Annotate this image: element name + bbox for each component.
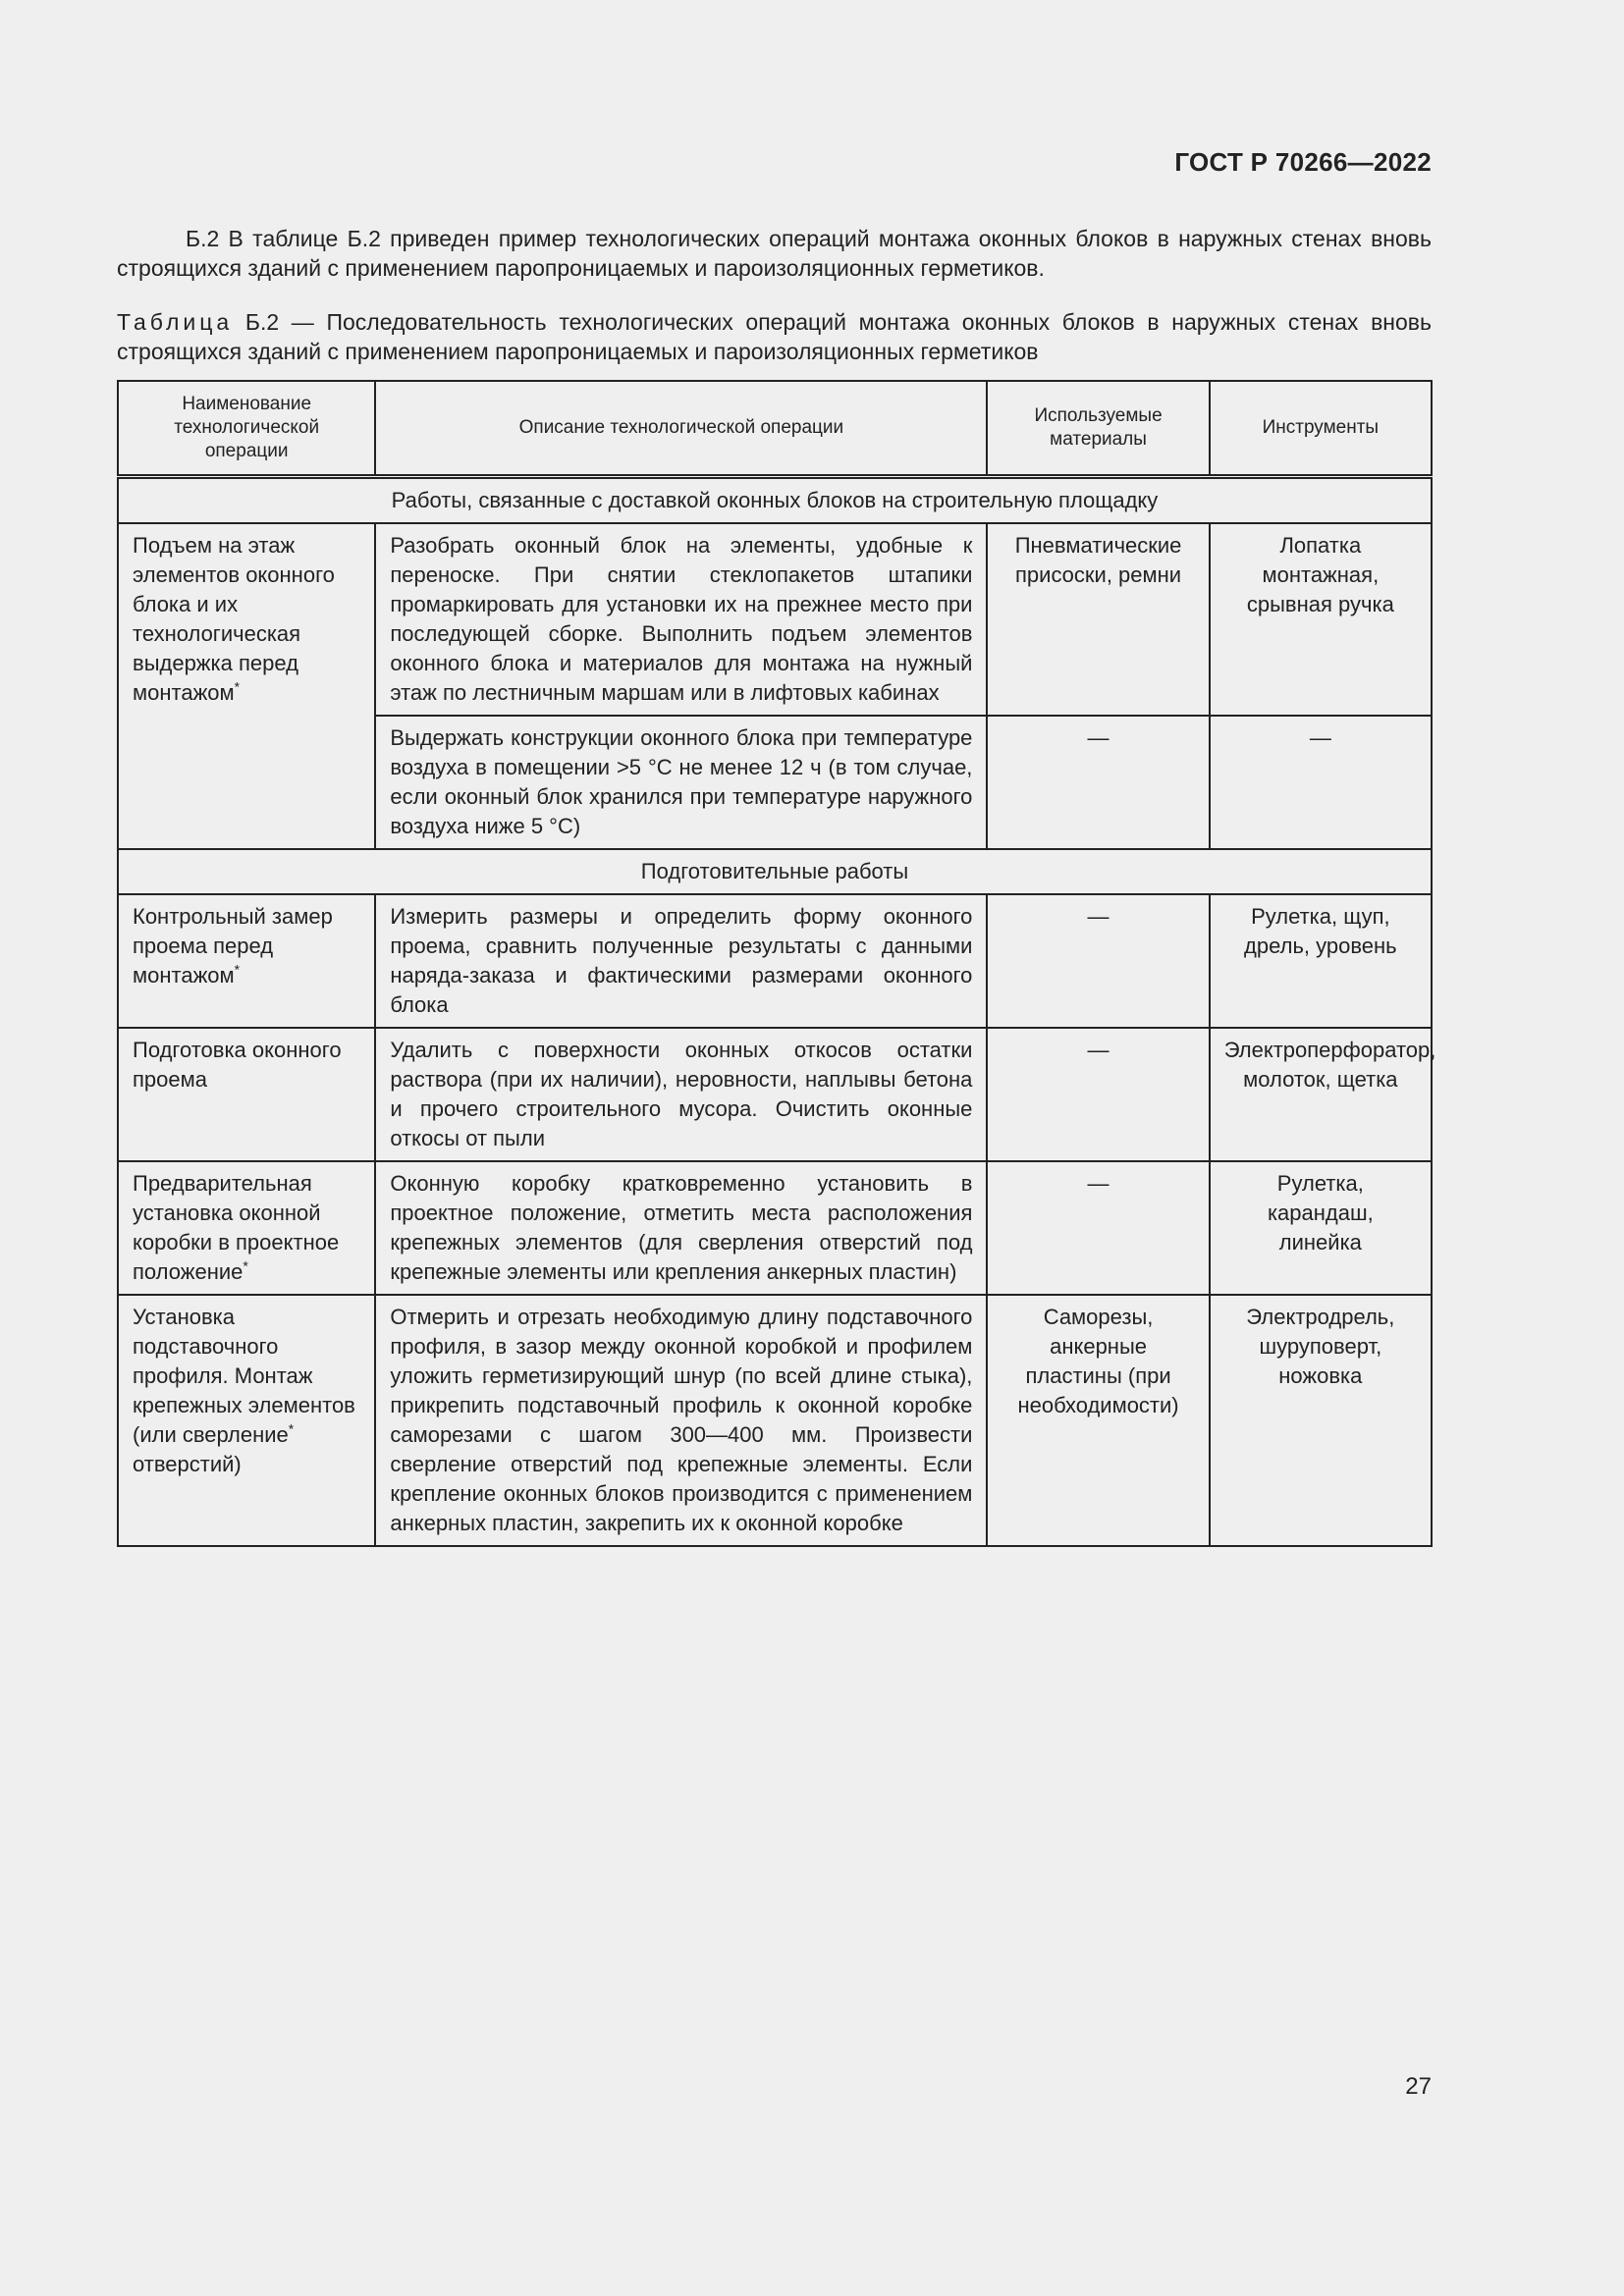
cell-operation-name <box>118 523 375 849</box>
cell-description: Измерить размеры и определить форму оконного проема, сравнить полученные результаты с данными наряда-заказа и фактическими размерами оконного блока <box>375 894 987 1028</box>
footnote-marker: * <box>243 1257 248 1274</box>
cell-description: Оконную коробку кратковременно установить в проектное положение, отметить места расположения крепежных элементов (для сверления отверстий под крепежные элементы или крепления анкерных пластин) <box>375 1161 987 1295</box>
footnote-marker: * <box>234 961 241 978</box>
profile-name-part2: отверстий) <box>133 1452 242 1476</box>
measure-name: Контрольный замер проема перед монтажом <box>133 904 333 988</box>
cell-materials: — <box>987 1161 1209 1295</box>
cell-materials: — <box>987 716 1209 849</box>
section-preparation: Подготовительные работы <box>118 849 1432 894</box>
table-caption-label: Таблица <box>117 309 234 335</box>
cell-operation-name: Подготовка оконного проема <box>118 1028 375 1161</box>
cell-tools: — <box>1210 716 1432 849</box>
table-row <box>118 523 1432 716</box>
table-row <box>118 1161 1432 1295</box>
cell-description: Удалить с поверхности оконных откосов остатки раствора (при их наличии), неровности, наплывы бетона и прочего строительного мусора. Очистить оконные откосы от пыли <box>375 1028 987 1161</box>
intro-paragraph: Б.2 В таблице Б.2 приведен пример технологических операций монтажа оконных блоков в наружных стенах вновь строящихся зданий с применением паропроницаемых и пароизоляционных герметиков. <box>117 226 1432 281</box>
header-materials: Используемые материалы <box>987 381 1209 477</box>
footnote-marker: * <box>234 678 241 695</box>
document-number-header: ГОСТ Р 70266—2022 <box>1174 147 1432 177</box>
cell-tools: Электроперфоратор, молоток, щетка <box>1210 1028 1432 1161</box>
cell-materials: — <box>987 894 1209 1028</box>
profile-name-part1: Установка подставочного профиля. Монтаж крепежных элементов (или сверление <box>133 1305 355 1447</box>
table-caption-text: Б.2 — Последовательность технологических операций монтажа оконных блоков в наружных стенах вновь строящихся зданий с применением паропроницаемых и пароизоляционных герметиков <box>117 309 1432 364</box>
cell-tools: Рулетка, карандаш, линейка <box>1210 1161 1432 1295</box>
table-header-row <box>118 381 1432 477</box>
cell-description: Выдержать конструкции оконного блока при температуре воздуха в помещении >5 °С не менее 12 ч (в том случае, если оконный блок хранился при температуре наружного воздуха ниже 5 °С) <box>375 716 987 849</box>
cell-description: Разобрать оконный блок на элементы, удобные к переноске. При снятии стеклопакетов штапики промаркировать для установки их на прежнее место при последующей сборке. Выполнить подъем элементов оконного блока и материалов для монтажа на нужный этаж по лестничным маршам или в лифтовых кабинах <box>375 523 987 716</box>
cell-materials: — <box>987 1028 1209 1161</box>
header-name: Наименование технологической операции <box>118 381 375 477</box>
cell-operation-name <box>118 1161 375 1295</box>
cell-tools: Электродрель, шуруповерт, ножовка <box>1210 1295 1432 1546</box>
cell-description: Отмерить и отрезать необходимую длину подставочного профиля, в зазор между оконной коробкой и профилем уложить герметизирующий шнур (по всей длине стыка), прикрепить подставочный профиль к оконной коробке саморезами с шагом 300—400 мм. Произвести сверление отверстий под крепежные элементы. Если крепление оконных блоков производится с применением анкерных пластин, закрепить их к оконной коробке <box>375 1295 987 1546</box>
lift-name: Подъем на этаж элементов оконного блока и их технологическая выдержка перед монтажом <box>133 533 335 705</box>
header-description: Описание технологической операции <box>375 381 987 477</box>
table-row <box>118 1295 1432 1546</box>
cell-operation-name <box>118 1295 375 1546</box>
preinstall-name: Предварительная установка оконной коробки в проектное положение <box>133 1171 340 1284</box>
section-row <box>118 849 1432 894</box>
table-caption <box>117 307 1432 366</box>
cell-tools: Лопатка монтажная, срывная ручка <box>1210 523 1432 716</box>
table-row <box>118 1028 1432 1161</box>
operations-table <box>117 380 1436 1547</box>
header-tools: Инструменты <box>1210 381 1432 477</box>
table-row <box>118 894 1432 1028</box>
cell-materials: Саморезы, анкерные пластины (при необходимости) <box>987 1295 1209 1546</box>
section-delivery: Работы, связанные с доставкой оконных блоков на строительную площадку <box>118 477 1432 524</box>
page-number: 27 <box>1405 2073 1432 2100</box>
section-row <box>118 477 1432 524</box>
cell-materials: Пневматические присоски, ремни <box>987 523 1209 716</box>
footnote-marker: * <box>288 1420 295 1437</box>
cell-tools: Рулетка, щуп, дрель, уровень <box>1210 894 1432 1028</box>
cell-operation-name <box>118 894 375 1028</box>
